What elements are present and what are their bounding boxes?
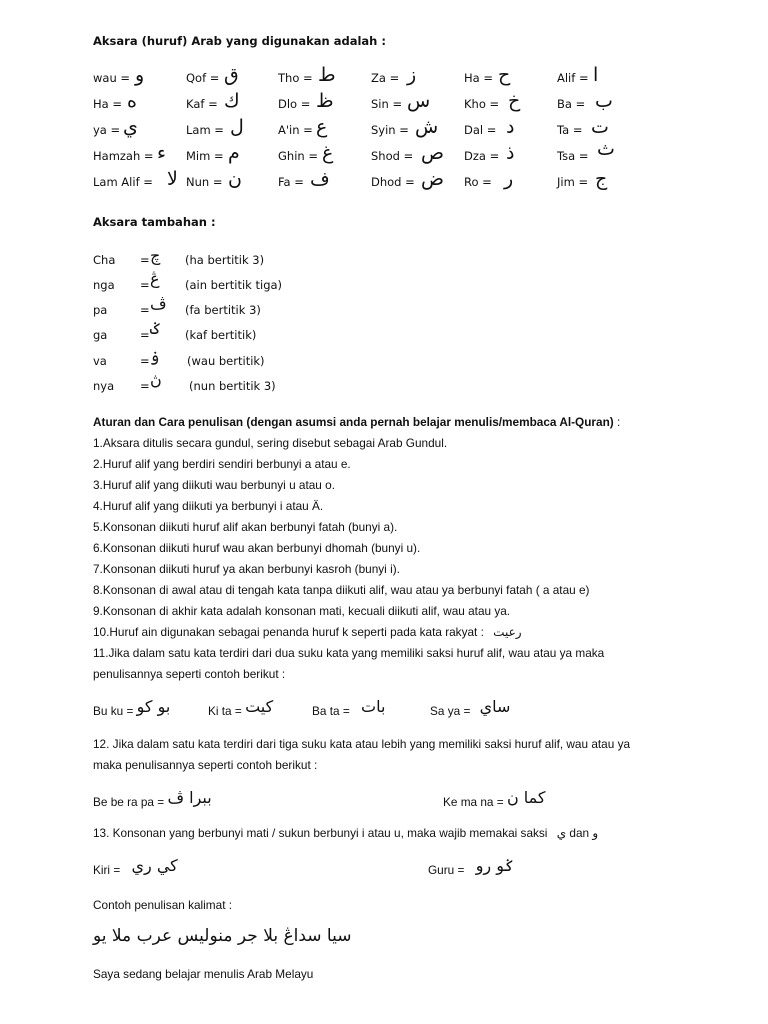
arabic-letter: ۏ	[150, 346, 160, 365]
rule-item: 12. Jika dalam satu kata terdiri dari tiga suku kata atau lebih yang memiliki saksi huruf alif, wau atau ya	[93, 737, 631, 751]
rule-item: 3.Huruf alif yang diikuti wau berbunyi u atau o.	[93, 478, 335, 492]
arabic-letter: ي	[123, 116, 138, 138]
arabic-word: رعيت	[493, 625, 522, 639]
arabic-letter: ز	[407, 64, 417, 86]
tambahan-row: va = ۏ (wau bertitik)	[93, 346, 265, 368]
example-sentence-arabic: سيا سداڠ بلا جر منوليس عرب ملا يو	[93, 926, 352, 946]
arabic-letter: ح	[498, 64, 511, 86]
rule-item-continued: penulisannya seperti contoh berikut :	[93, 667, 286, 681]
arabic-letter: س	[407, 90, 431, 112]
arabic-word: كي ري	[131, 856, 178, 875]
arabic-letter: د	[506, 116, 515, 138]
arabic-letter: ف	[310, 168, 330, 190]
example-item: Ke ma na = كما ن	[443, 788, 546, 809]
arabic-letter: ݢ	[150, 319, 160, 338]
example-item: Guru = ݢو رو	[428, 856, 514, 877]
arabic-letter: لا	[167, 168, 178, 190]
tambahan-row: pa = ڤ (fa bertitik 3)	[93, 294, 261, 317]
arabic-word: ببرا ڤ	[167, 788, 212, 807]
arabic-letter: ب	[595, 90, 613, 112]
arabic-word: ݢو رو	[475, 856, 514, 875]
arabic-letter: ق	[224, 64, 239, 86]
arabic-letter: ڤ	[150, 294, 167, 313]
arabic-letter: م	[228, 142, 240, 164]
arabic-word: كيت	[245, 697, 274, 716]
arabic-letter: ي	[556, 826, 567, 840]
tambahan-row: ga = ݢ (kaf bertitik)	[93, 319, 257, 342]
rule-item: 11.Jika dalam satu kata terdiri dari dua suku kata yang memiliki saksi huruf alif, wau atau ya maka	[93, 646, 605, 660]
arabic-letter: ء	[157, 142, 166, 164]
arabic-letter: ل	[230, 116, 244, 138]
rule-item: 6.Konsonan diikuti huruf wau akan berbunyi dhomah (bunyi u).	[93, 541, 421, 555]
arabic-word: بو كو	[136, 697, 171, 716]
example-item: Ki ta = كيت	[208, 697, 274, 718]
arabic-letter: ڽ	[150, 370, 162, 389]
tambahan-row: nya = ڽ (nun bertitik 3)	[93, 370, 276, 393]
arabic-letter: ج	[595, 168, 608, 190]
example-item: Sa ya = ساي	[430, 697, 511, 718]
tambahan-row: Cha = چ (ha bertitik 3)	[93, 246, 265, 267]
arabic-letter: ڠ	[150, 269, 160, 288]
rule-item: 13. Konsonan yang berbunyi mati / sukun berbunyi i atau u, maka wajib memakai saksi ي dan و	[93, 826, 599, 840]
section-heading-tambahan: Aksara tambahan :	[93, 215, 216, 229]
rule-item: 7.Konsonan diikuti huruf ya akan berbunyi kasroh (bunyi i).	[93, 562, 400, 576]
arabic-letter: ث	[597, 138, 615, 160]
arabic-word: ساي	[479, 697, 511, 716]
rule-item-continued: maka penulisannya seperti contoh berikut :	[93, 758, 318, 772]
arabic-letter: ع	[316, 116, 328, 138]
arabic-word: بات	[361, 697, 386, 716]
arabic-letter: و	[592, 826, 599, 840]
arabic-letter: ن	[228, 168, 242, 190]
rule-item: 8.Konsonan di awal atau di tengah kata tanpa diikuti alif, wau atau ya berbunyi fatah ( a atau e)	[93, 583, 590, 597]
rule-item: 10.Huruf ain digunakan sebagai penanda huruf k seperti pada kata rakyat : رعيت	[93, 625, 522, 639]
arabic-letter: ذ	[506, 142, 515, 164]
arabic-word: كما ن	[506, 788, 546, 807]
example-item: Ba ta = بات	[312, 697, 386, 718]
arabic-letter: و	[135, 64, 145, 86]
page-title: Aksara (huruf) Arab yang digunakan adalah :	[93, 34, 386, 48]
arabic-letter: ت	[591, 116, 609, 138]
arabic-letter: ر	[504, 168, 514, 190]
rule-item: 2.Huruf alif yang berdiri sendiri berbunyi a atau e.	[93, 457, 351, 471]
arabic-letter: ط	[318, 64, 336, 86]
rule-item: 5.Konsonan diikuti huruf alif akan berbunyi fatah (bunyi a).	[93, 520, 398, 534]
arabic-letter: ش	[415, 116, 439, 138]
rule-item: 9.Konsonan di akhir kata adalah konsonan mati, kecuali diikuti alif, wau atau ya.	[93, 604, 511, 618]
arabic-letter: ك	[224, 90, 240, 112]
arabic-letter: ص	[421, 142, 444, 164]
tambahan-row: nga = ڠ (ain bertitik tiga)	[93, 269, 283, 292]
arabic-letter: ا	[593, 64, 599, 86]
arabic-letter: ض	[421, 168, 444, 190]
section-heading-aturan: Aturan dan Cara penulisan (dengan asumsi anda pernah belajar menulis/membaca Al-Quran) :	[93, 415, 621, 429]
arabic-letter: غ	[322, 142, 334, 164]
section-heading-contoh: Contoh penulisan kalimat :	[93, 898, 233, 912]
example-item: Be be ra pa = ببرا ڤ	[93, 788, 212, 809]
example-sentence-latin: Saya sedang belajar menulis Arab Melayu	[93, 967, 314, 981]
arabic-letter: ه	[127, 90, 137, 112]
arabic-letter: خ	[508, 90, 521, 112]
rule-item: 4.Huruf alif yang diikuti ya berbunyi i atau Ä.	[93, 499, 324, 513]
rule-item: 1.Aksara ditulis secara gundul, sering disebut sebagai Arab Gundul.	[93, 436, 448, 450]
example-item: Kiri = كي ري	[93, 856, 178, 877]
arabic-letter: ظ	[316, 90, 334, 112]
arabic-letter: چ	[150, 246, 161, 265]
example-item: Bu ku = بو كو	[93, 697, 171, 718]
